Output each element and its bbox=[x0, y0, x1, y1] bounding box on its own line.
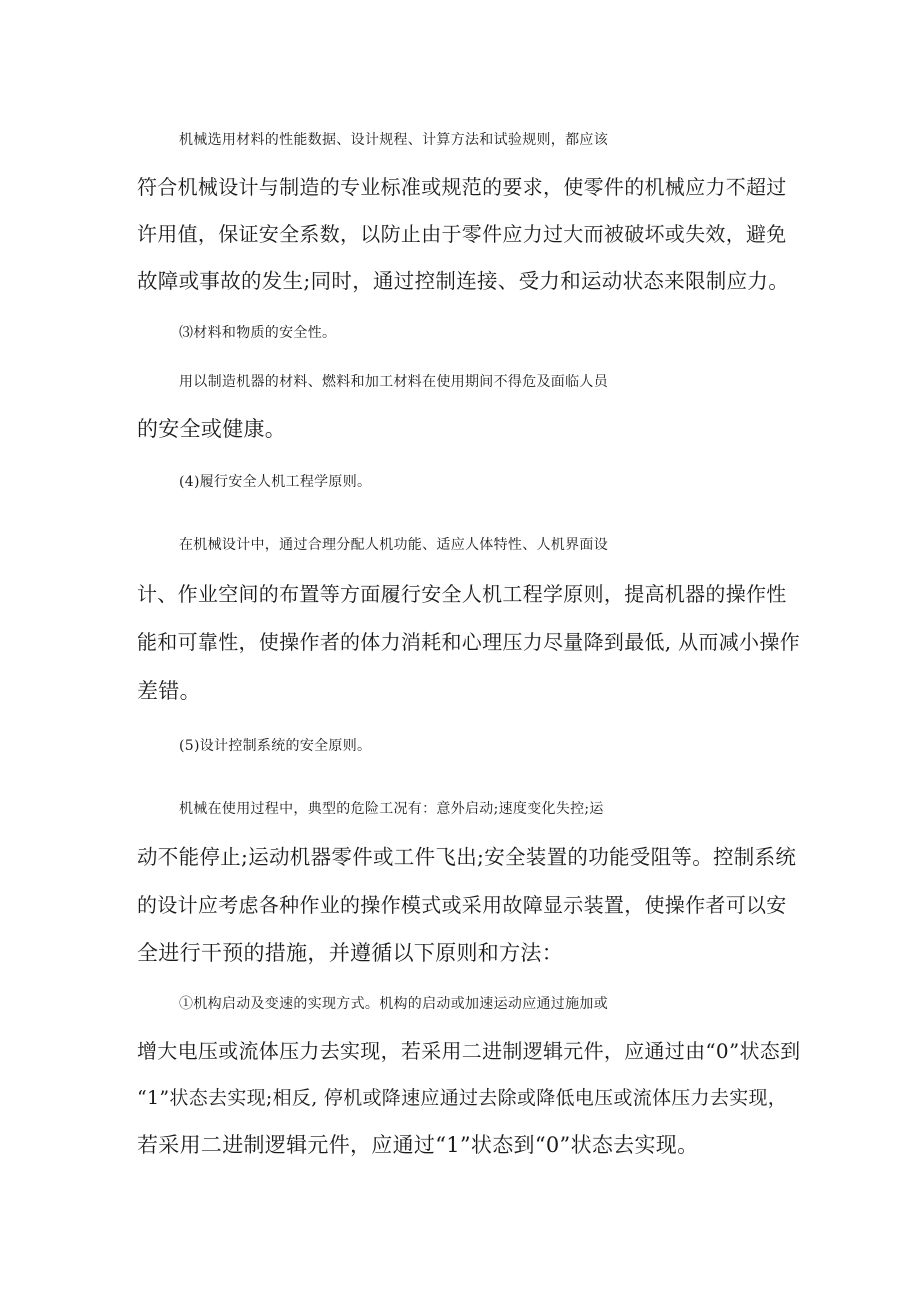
paragraph-line: 计、作业空间的布置等方面履行安全人机工程学原则，提高机器的操作性 bbox=[137, 582, 787, 606]
paragraph-line: “1”状态去实现;相反, 停机或降速应通过去除或降低电压或流体压力去实现， bbox=[137, 1087, 788, 1109]
paragraph-line: 的安全或健康。 bbox=[137, 417, 287, 441]
paragraph-line: 差错。 bbox=[137, 679, 201, 703]
section-heading: (4)履行安全人机工程学原则。 bbox=[179, 474, 372, 490]
paragraph-line: 机械在使用过程中，典型的危险工况有：意外启动;速度变化失控;运 bbox=[179, 801, 604, 817]
paragraph-line: 符合机械设计与制造的专业标准或规范的要求，使零件的机械应力不超过 bbox=[137, 175, 787, 199]
paragraph-line: 全进行干预的措施，并遵循以下原则和方法： bbox=[137, 941, 563, 965]
paragraph-line: 许用值，保证安全系数，以防止由于零件应力过大而被破坏或失效，避免 bbox=[137, 222, 787, 246]
paragraph-line: 动不能停止;运动机器零件或工件飞出;安全装置的功能受阻等。控制系统 bbox=[137, 845, 797, 869]
paragraph-line: 增大电压或流体压力去实现，若采用二进制逻辑元件，应通过由“0”状态到 bbox=[137, 1039, 801, 1063]
paragraph-line: 能和可靠性，使操作者的体力消耗和心理压力尽量降到最低, 从而减小操作 bbox=[137, 630, 800, 654]
paragraph-line: 在机械设计中，通过合理分配人机功能、适应人体特性、人机界面设 bbox=[179, 537, 608, 553]
paragraph-line: 故障或事故的发生;同时，通过控制连接、受力和运动状态来限制应力。 bbox=[137, 269, 790, 293]
section-heading: (5)设计控制系统的安全原则。 bbox=[179, 738, 372, 754]
paragraph-line: 用以制造机器的材料、燃料和加工材料在使用期间不得危及面临人员 bbox=[179, 374, 608, 390]
section-heading: ⑶材料和物质的安全性。 bbox=[179, 325, 337, 341]
paragraph-line: 若采用二进制逻辑元件，应通过“1”状态到“0”状态去实现。 bbox=[137, 1133, 699, 1157]
paragraph-line: 机械选用材料的性能数据、设计规程、计算方法和试验规则，都应该 bbox=[179, 132, 608, 148]
paragraph-line: ①机构启动及变速的实现方式。机构的启动或加速运动应通过施加或 bbox=[179, 996, 608, 1012]
paragraph-line: 的设计应考虑各种作业的操作模式或采用故障显示装置，使操作者可以安 bbox=[137, 893, 787, 917]
